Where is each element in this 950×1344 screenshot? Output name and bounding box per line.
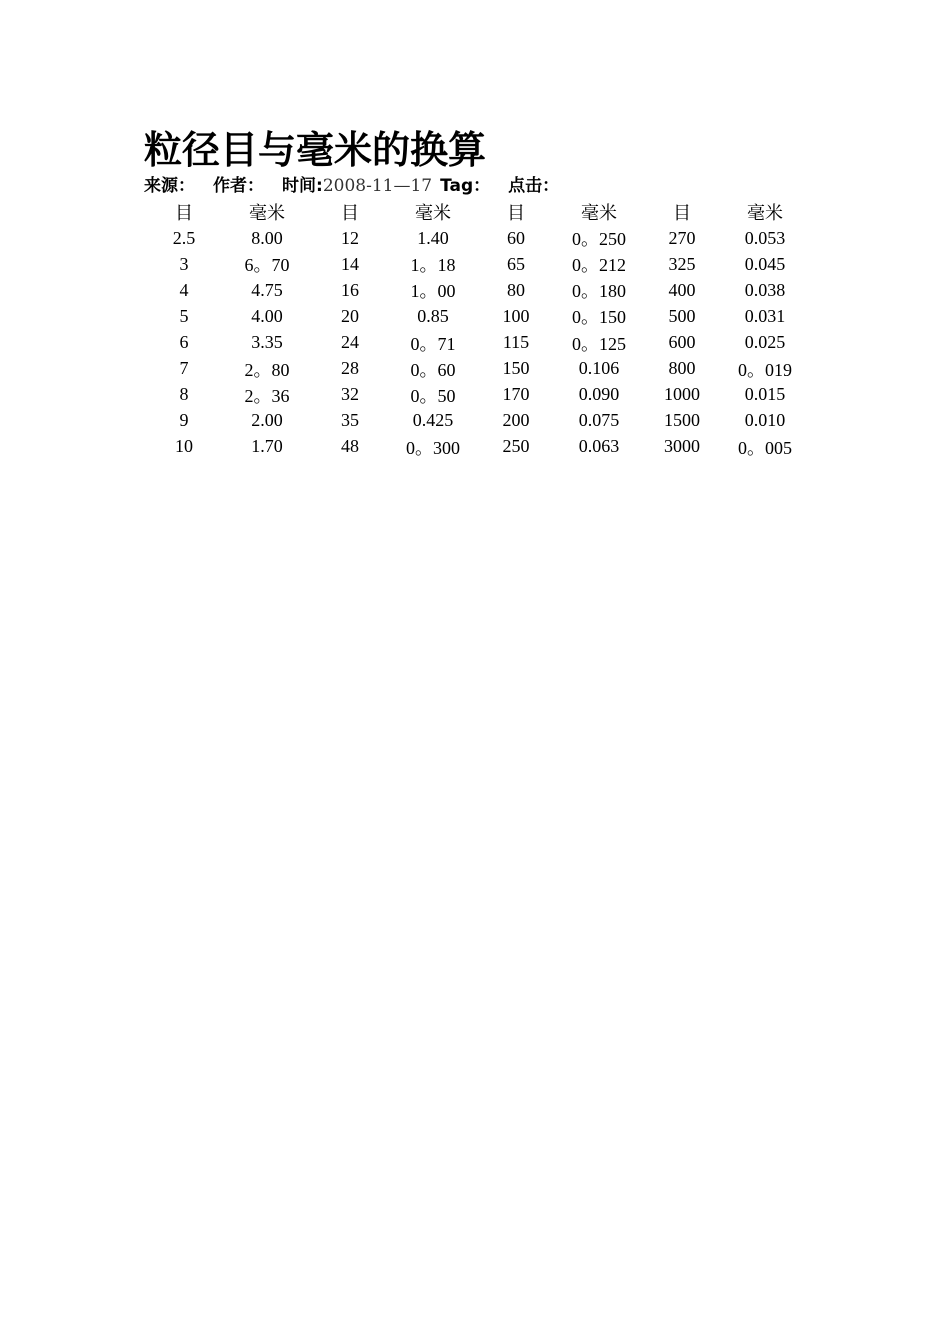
mesh-cell: 80 (507, 279, 525, 300)
mm-cell: 0。180 (572, 281, 626, 302)
mm-cell: 0.425 (412, 410, 454, 431)
mm-cell: 0.106 (578, 358, 620, 379)
mesh-cell: 65 (507, 253, 525, 274)
column-header-mesh: 目 (175, 203, 193, 224)
mesh-cell: 800 (668, 358, 696, 379)
table-header-row (143, 199, 807, 225)
time-value: 2008-11—17 (322, 176, 433, 196)
mm-cell: 0。019 (738, 359, 792, 380)
mesh-cell: 48 (341, 436, 359, 457)
mm-cell: 1。00 (410, 281, 456, 302)
mesh-cell: 200 (502, 410, 530, 431)
mesh-cell: 500 (668, 305, 696, 326)
page-title: 粒径目与毫米的换算 (144, 128, 487, 172)
mm-cell: 2。36 (244, 385, 290, 406)
mm-cell: 0.045 (744, 253, 786, 274)
table-row (143, 251, 807, 277)
mesh-cell: 100 (502, 305, 530, 326)
mesh-cell: 1500 (664, 410, 700, 431)
time-label: 时间: (282, 176, 323, 196)
mesh-cell: 1000 (664, 384, 700, 405)
mesh-cell: 10 (175, 436, 193, 457)
column-header-mesh: 目 (341, 203, 359, 224)
mesh-cell: 14 (341, 253, 359, 274)
mesh-cell: 7 (179, 358, 189, 379)
mesh-cell: 3 (179, 253, 189, 274)
mm-cell: 0。125 (572, 333, 626, 354)
mm-cell: 0.015 (744, 384, 786, 405)
mm-cell: 0。300 (406, 437, 460, 458)
mm-cell: 3.35 (251, 332, 283, 353)
mm-cell: 0.063 (578, 436, 620, 457)
mm-cell: 0.031 (744, 305, 786, 326)
table-row (143, 434, 807, 460)
mm-cell: 0。212 (572, 255, 626, 276)
mm-cell: 4.00 (251, 305, 283, 326)
table-row (143, 382, 807, 408)
mesh-cell: 400 (668, 279, 696, 300)
mm-cell: 0。250 (572, 229, 626, 250)
mm-cell: 0.010 (744, 410, 786, 431)
table-row (143, 408, 807, 434)
mm-cell: 2.00 (251, 410, 283, 431)
mesh-cell: 6 (179, 332, 189, 353)
mm-cell: 1。18 (410, 255, 456, 276)
table-row (143, 277, 807, 303)
table-row (143, 303, 807, 329)
table-row (143, 329, 807, 355)
mm-cell: 0.85 (417, 305, 449, 326)
mm-cell: 1.70 (251, 436, 283, 457)
mm-cell: 0.090 (578, 384, 620, 405)
mm-cell: 0。71 (410, 333, 456, 354)
mesh-cell: 5 (179, 305, 189, 326)
mesh-cell: 250 (502, 436, 530, 457)
tag-label: Tag： (440, 176, 491, 196)
mesh-cell: 20 (341, 305, 359, 326)
article-meta (144, 174, 559, 198)
mesh-cell: 60 (507, 227, 525, 248)
mesh-cell: 28 (341, 358, 359, 379)
mm-cell: 0.025 (744, 332, 786, 353)
column-header-mm: 毫米 (747, 203, 783, 224)
table-row (143, 356, 807, 382)
mesh-cell: 170 (502, 384, 530, 405)
table-row (143, 225, 807, 251)
mesh-cell: 24 (341, 332, 359, 353)
mesh-cell: 8 (179, 384, 189, 405)
column-header-mm: 毫米 (249, 203, 285, 224)
mesh-mm-conversion-table (143, 199, 807, 460)
source-label: 来源： (144, 176, 195, 196)
mesh-cell: 150 (502, 358, 530, 379)
mesh-cell: 32 (341, 384, 359, 405)
mesh-cell: 12 (341, 227, 359, 248)
mm-cell: 0.053 (744, 227, 786, 248)
mesh-cell: 3000 (664, 436, 700, 457)
mesh-cell: 2.5 (172, 227, 196, 248)
mesh-cell: 4 (179, 279, 189, 300)
clicks-label: 点击： (508, 176, 560, 196)
mm-cell: 0.038 (744, 279, 786, 300)
column-header-mm: 毫米 (581, 203, 617, 224)
mesh-cell: 115 (502, 332, 530, 353)
mesh-cell: 16 (341, 279, 359, 300)
column-header-mesh: 目 (507, 203, 525, 224)
mesh-cell: 35 (341, 410, 359, 431)
mm-cell: 0。50 (410, 385, 456, 406)
mm-cell: 6。70 (244, 255, 290, 276)
table-body (143, 225, 807, 460)
mesh-cell: 270 (668, 227, 696, 248)
column-header-mesh: 目 (673, 203, 691, 224)
mesh-cell: 600 (668, 332, 696, 353)
mm-cell: 1.40 (417, 227, 449, 248)
mm-cell: 8.00 (251, 227, 283, 248)
mm-cell: 0。60 (410, 359, 456, 380)
mm-cell: 0.075 (578, 410, 620, 431)
author-label: 作者： (213, 176, 264, 196)
mesh-cell: 9 (179, 410, 189, 431)
mm-cell: 0。150 (572, 307, 626, 328)
mesh-cell: 325 (668, 253, 696, 274)
column-header-mm: 毫米 (415, 203, 451, 224)
mm-cell: 0。005 (738, 437, 792, 458)
mm-cell: 2。80 (244, 359, 290, 380)
mm-cell: 4.75 (251, 279, 283, 300)
